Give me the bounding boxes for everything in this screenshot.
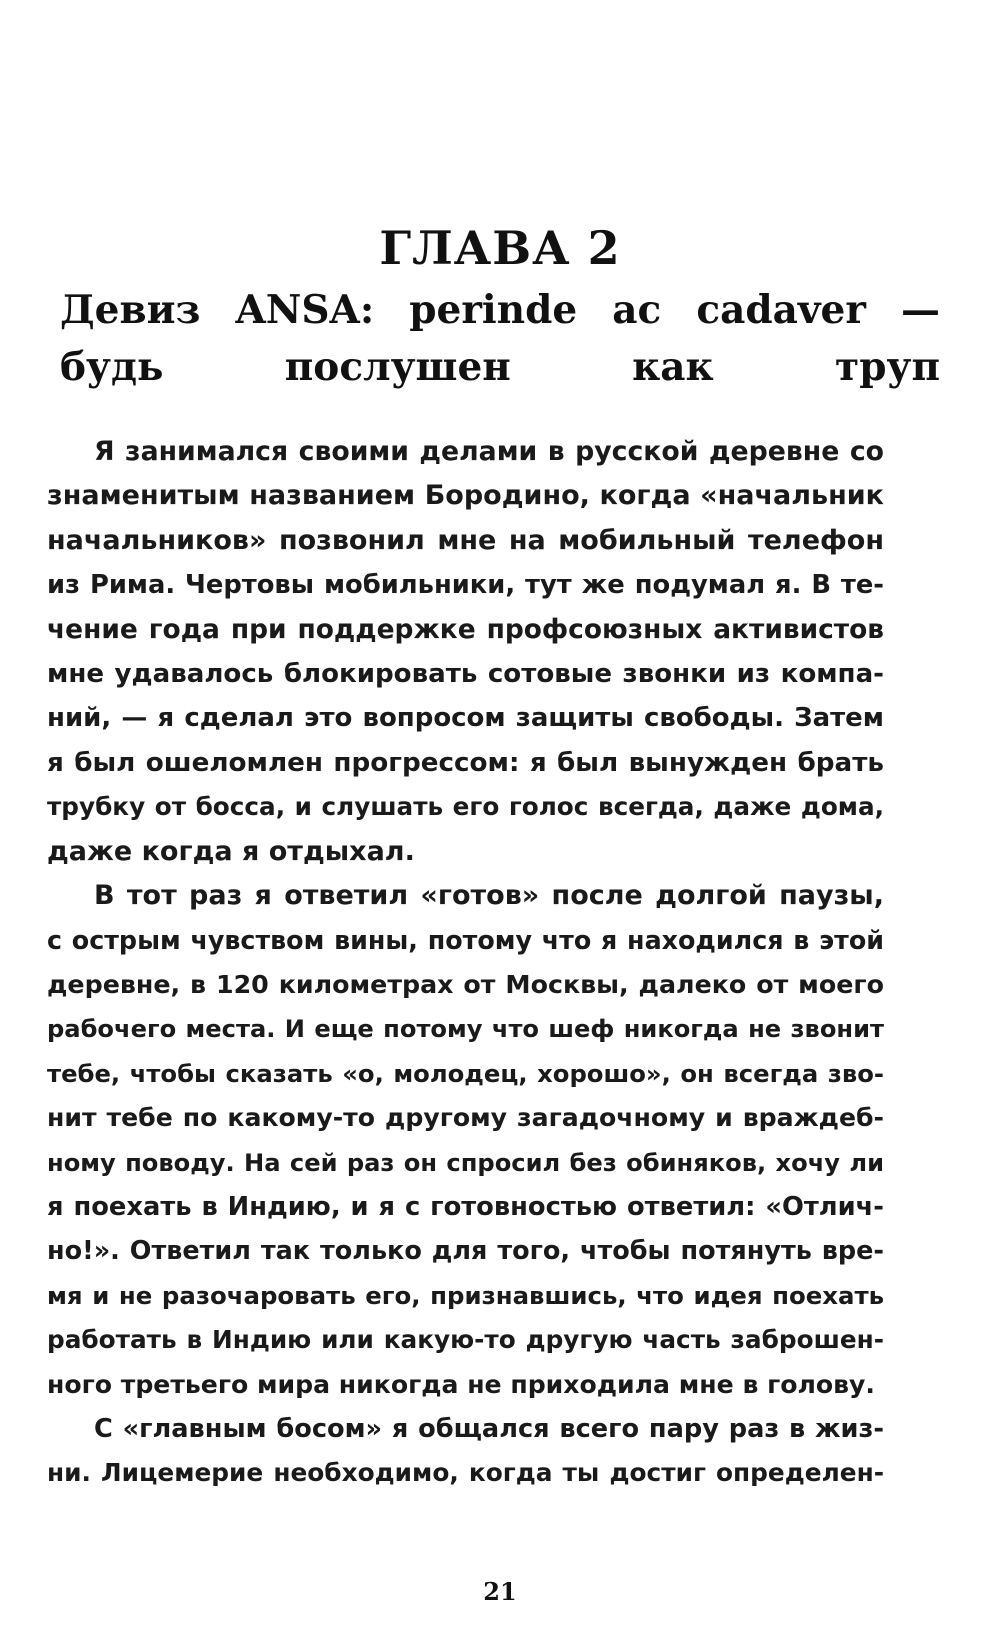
text-line: Я занимался своими делами в русской деревне со [94,436,884,467]
text-line: рабочего места. И еще потому что шеф никогда не звонит [47,1015,884,1044]
text-line: но!». Ответил так только для того, чтобы потянуть вре- [47,1236,884,1267]
text-line: начальников» позвонил мне на мобильный телефон [47,524,884,556]
chapter-heading: ГЛАВА 2 [379,221,621,275]
page-number: 21 [483,1577,517,1606]
text-line: с острым чувством вины, потому что я находился в этой [47,925,884,956]
text-line: трубку от босса, и слушать его голос всегда, даже дома, [47,792,884,822]
text-line: ного третьего мира никогда не приходила мне в голову. [47,1369,875,1399]
text-line: С «главным босом» я общался всего пару раз в жиз- [94,1413,884,1444]
text-line: я поехать в Индию, и я с готовностью ответил: «Отлич- [47,1191,884,1222]
paragraph [47,1407,884,1496]
text-line: из Рима. Чертовы мобильники, тут же подумал я. В те- [47,570,884,601]
text-line: чение года при поддержке профсоюзных активистов [47,613,884,645]
text-line: ни. Лицемерие необходимо, когда ты достиг определен- [47,1458,884,1488]
text-line: знаменитым названием Бородино, когда «начальник [47,480,884,512]
chapter-title-line: Девиз ANSA: perinde ac cadaver — [60,287,940,333]
text-line: тебе, чтобы сказать «о, молодец, хорошо», он всегда зво- [47,1058,884,1088]
text-line: нит тебе по какому-то другому загадочному и враждеб- [47,1103,884,1133]
body-text [47,430,884,1496]
text-line: мя и не разочаровать его, признавшись, что идея поехать [47,1280,884,1310]
chapter-title [60,282,940,396]
text-line: работать в Индию или какую-то другую часть заброшен- [47,1325,884,1355]
text-line: я был ошеломлен прогрессом: я был вынужден брать [47,747,884,778]
text-line: деревне, в 120 километрах от Москвы, далеко от моего [47,969,884,999]
text-line: даже когда я отдыхал. [47,835,415,867]
chapter-title-line: будь послушен как труп [60,344,940,390]
text-line: В тот раз я ответил «готов» после долгой паузы, [94,880,884,912]
text-line: ний, — я сделал это вопросом защиты свободы. Затем [47,703,884,734]
paragraph [47,874,884,1407]
text-line: мне удавалось блокировать сотовые звонки из компа- [47,659,884,690]
paragraph [47,430,884,874]
text-line: ному поводу. На сей раз он спросил без обиняков, хочу ли [47,1148,884,1177]
